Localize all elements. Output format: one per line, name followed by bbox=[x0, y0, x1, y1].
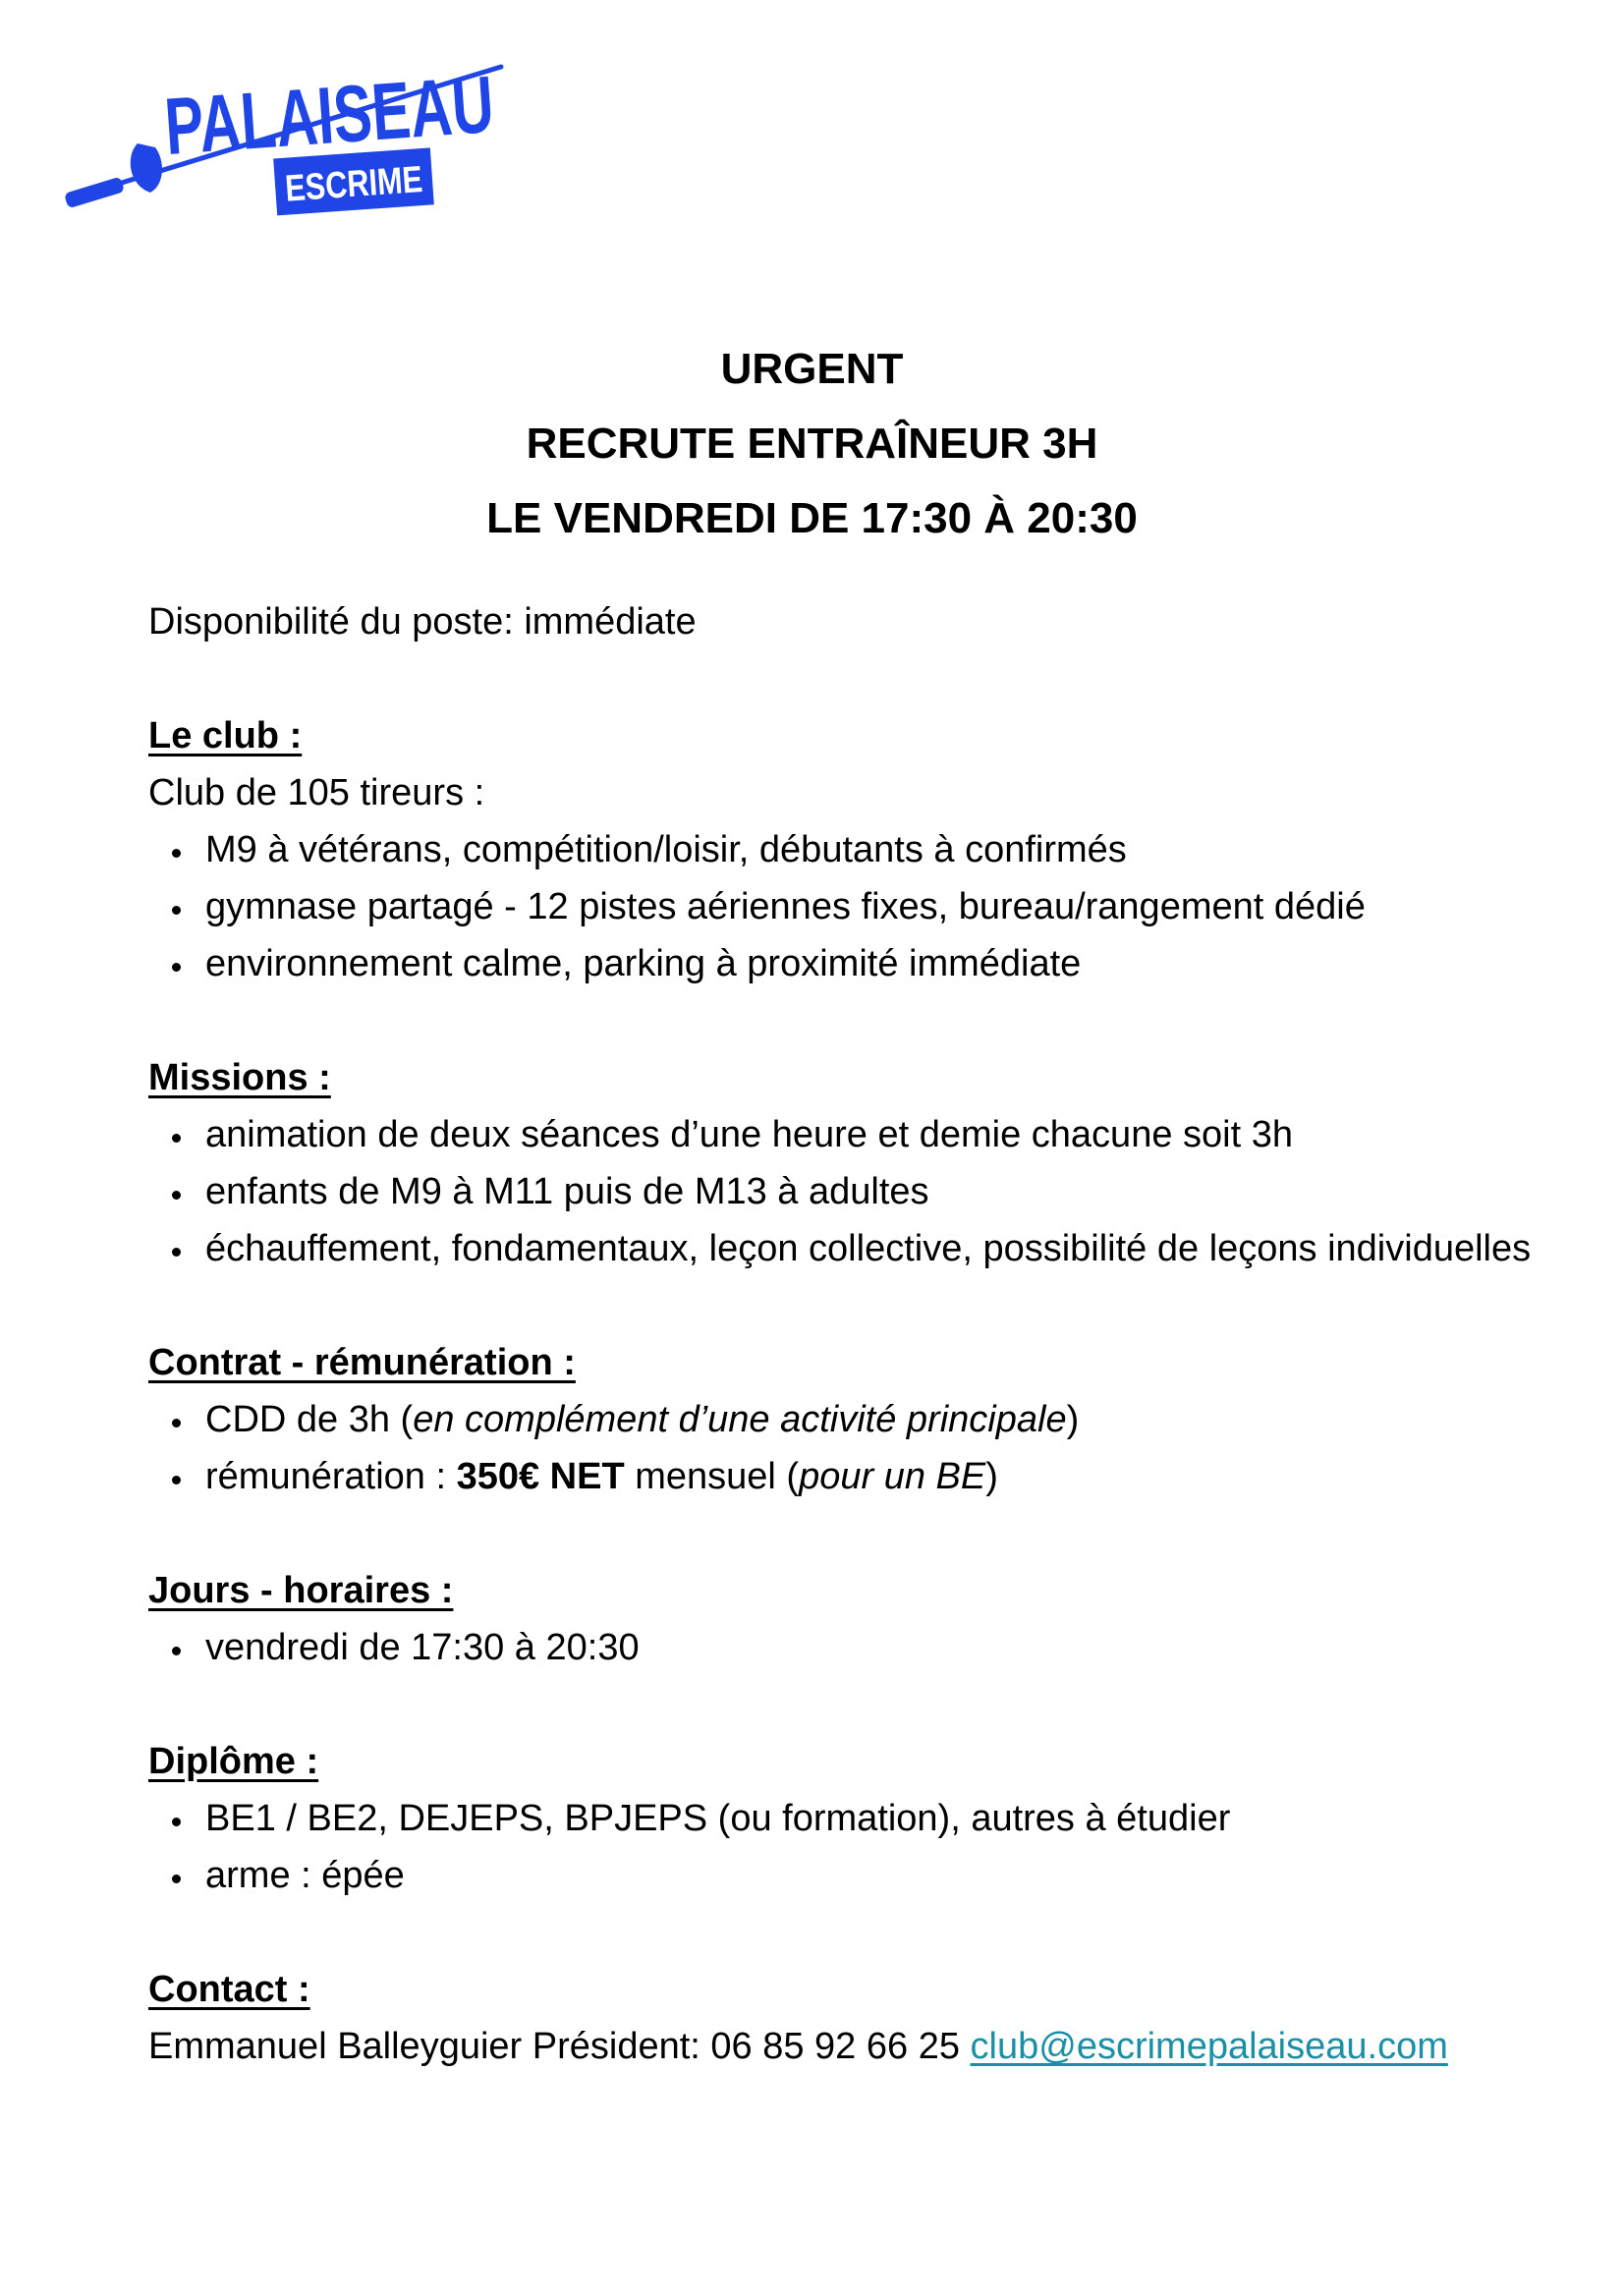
contract-list bbox=[148, 1391, 1563, 1505]
diploma-heading: Diplôme : bbox=[148, 1741, 319, 1782]
contact-line bbox=[148, 2018, 1563, 2075]
fencing-handle bbox=[64, 177, 125, 209]
list-item: rémunération : 350€ NET mensuel (pour un BE) bbox=[148, 1448, 1563, 1505]
logo-sub-text: ESCRIME bbox=[283, 156, 457, 210]
contact-email-link[interactable]: club@escrimepalaiseau.com bbox=[970, 2026, 1448, 2067]
document-body bbox=[148, 593, 1563, 2075]
schedule-list bbox=[148, 1619, 1563, 1676]
club-intro: Club de 105 tireurs : bbox=[148, 772, 485, 813]
missions-heading: Missions : bbox=[148, 1057, 331, 1098]
club-list bbox=[148, 821, 1563, 992]
list-item: BE1 / BE2, DEJEPS, BPJEPS (ou formation), autres à étudier bbox=[148, 1790, 1563, 1847]
list-item: CDD de 3h (en complément d’une activité principale) bbox=[148, 1391, 1563, 1448]
page-title bbox=[0, 332, 1624, 556]
club-heading: Le club : bbox=[148, 715, 303, 756]
contact-text: Emmanuel Balleyguier Président: 06 85 92 66 25 bbox=[148, 2026, 971, 2067]
list-item: animation de deux séances d’une heure et demie chacune soit 3h bbox=[148, 1106, 1563, 1163]
contract-heading: Contrat - rémunération : bbox=[148, 1342, 576, 1383]
list-item: arme : épée bbox=[148, 1847, 1563, 1904]
list-item: environnement calme, parking à proximité immédiate bbox=[148, 935, 1563, 992]
availability-text: Disponibilité du poste: immédiate bbox=[148, 601, 697, 643]
diploma-list bbox=[148, 1790, 1563, 1904]
logo-main-text: PALAISEAU bbox=[161, 50, 627, 173]
fencing-guard bbox=[131, 143, 162, 193]
contact-heading: Contact : bbox=[148, 1969, 310, 2010]
schedule-heading: Jours - horaires : bbox=[148, 1570, 454, 1611]
title-line-schedule: LE VENDREDI DE 17:30 À 20:30 bbox=[486, 494, 1138, 542]
list-item: vendredi de 17:30 à 20:30 bbox=[148, 1619, 1563, 1676]
title-line-urgent: URGENT bbox=[720, 345, 904, 393]
title-line-recruit: RECRUTE ENTRAÎNEUR 3H bbox=[526, 420, 1098, 468]
missions-list bbox=[148, 1106, 1563, 1277]
list-item: M9 à vétérans, compétition/loisir, débutants à confirmés bbox=[148, 821, 1563, 878]
list-item: enfants de M9 à M11 puis de M13 à adultes bbox=[148, 1163, 1563, 1220]
list-item: gymnase partagé - 12 pistes aériennes fixes, bureau/rangement dédié bbox=[148, 878, 1563, 935]
palaiseau-escrime-logo bbox=[57, 28, 627, 234]
list-item: échauffement, fondamentaux, leçon collective, possibilité de leçons individuelles bbox=[148, 1220, 1561, 1277]
